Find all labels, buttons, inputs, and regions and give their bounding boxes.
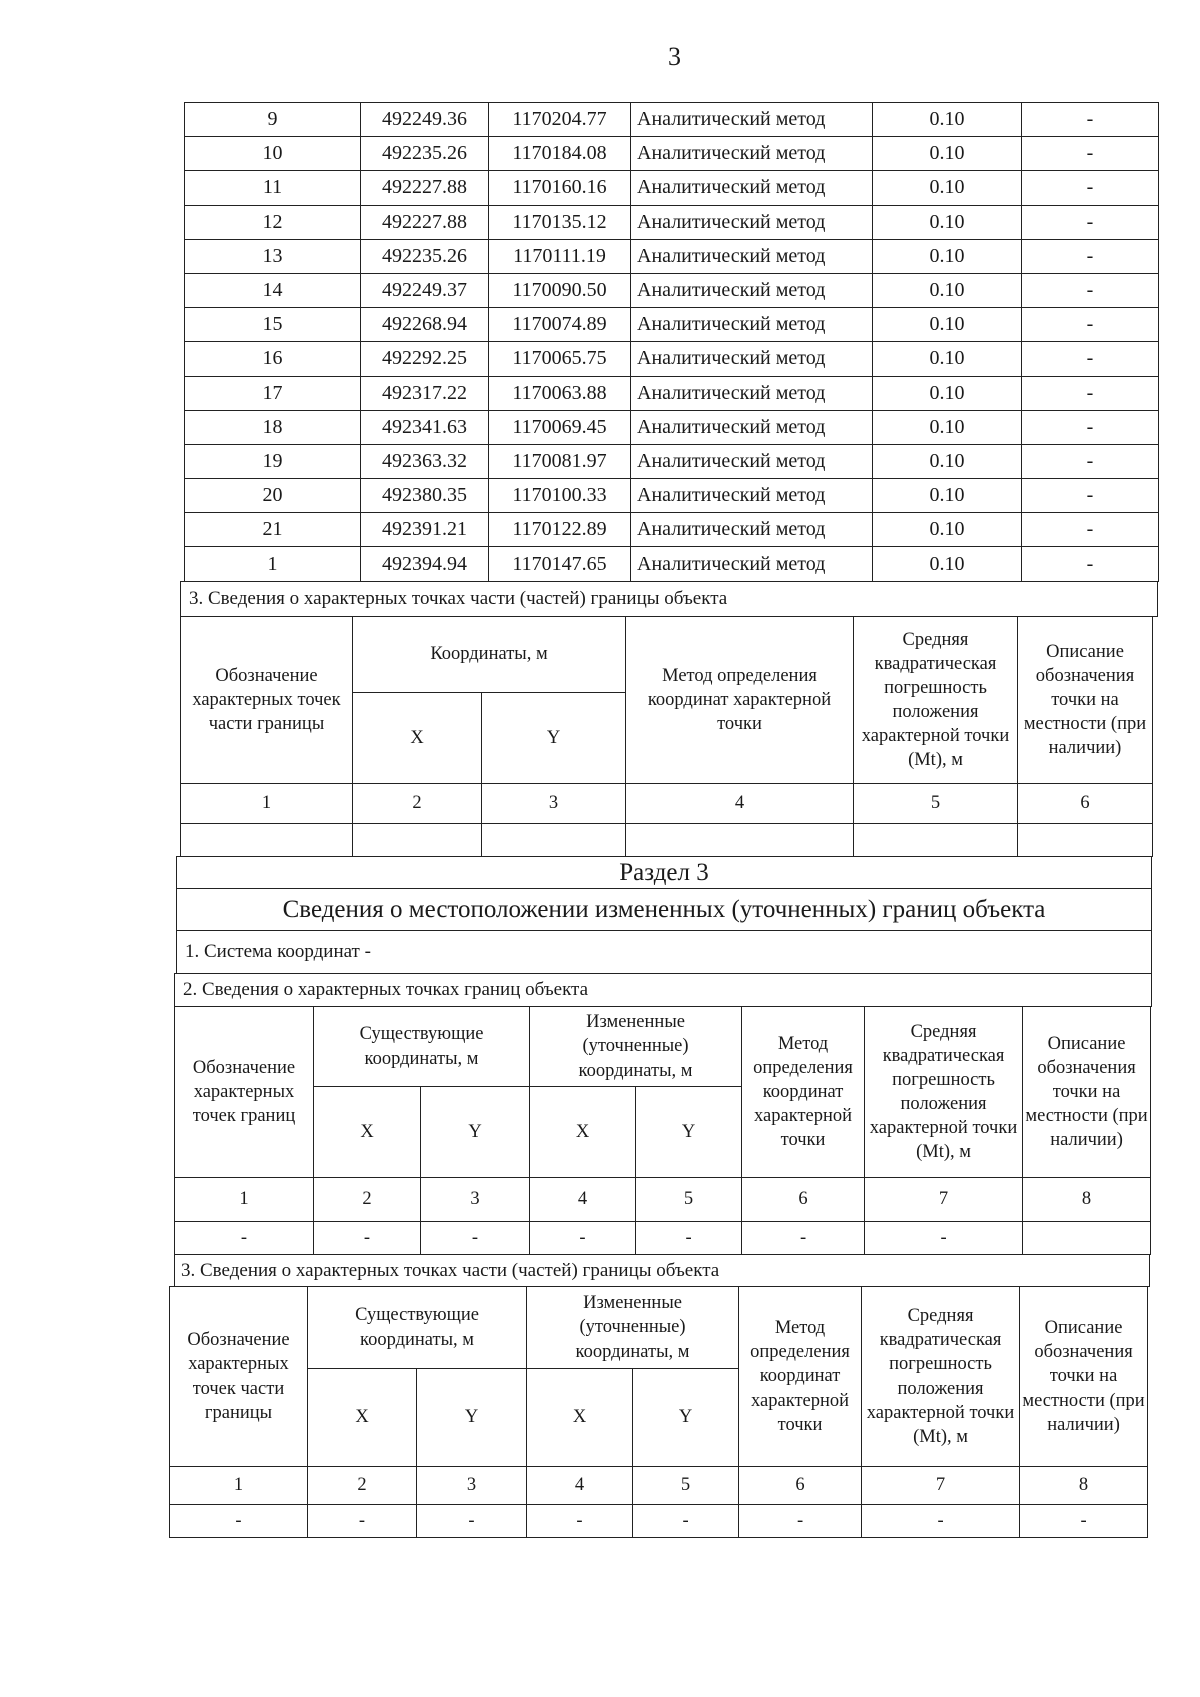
description: - xyxy=(1022,205,1159,239)
point-number: 12 xyxy=(185,205,361,239)
header-method: Метод определения координат характерной точки xyxy=(742,1007,865,1178)
description: - xyxy=(1022,376,1159,410)
description: - xyxy=(1022,171,1159,205)
column-number: 4 xyxy=(530,1178,636,1222)
table-cell: - xyxy=(314,1222,421,1255)
column-number: 5 xyxy=(633,1467,739,1505)
coord-y: 1170074.89 xyxy=(489,308,631,342)
column-number: 7 xyxy=(865,1178,1023,1222)
header-y: Y xyxy=(417,1369,527,1467)
table-cell: - xyxy=(636,1222,742,1255)
point-number: 11 xyxy=(185,171,361,205)
error: 0.10 xyxy=(873,513,1022,547)
boundary-points-table xyxy=(184,102,1159,582)
table-row xyxy=(185,273,1159,307)
coord-y: 1170069.45 xyxy=(489,410,631,444)
header-description: Описание обозначения точки на местности (при наличии) xyxy=(1018,617,1153,784)
error: 0.10 xyxy=(873,479,1022,513)
table-cell: - xyxy=(862,1505,1020,1538)
coord-x: 492249.37 xyxy=(361,273,489,307)
coord-y: 1170081.97 xyxy=(489,444,631,478)
table-cell: - xyxy=(175,1222,314,1255)
error: 0.10 xyxy=(873,239,1022,273)
coord-x: 492249.36 xyxy=(361,103,489,137)
description: - xyxy=(1022,239,1159,273)
description: - xyxy=(1022,513,1159,547)
method: Аналитический метод xyxy=(631,410,873,444)
point-number: 1 xyxy=(185,547,361,581)
description: - xyxy=(1022,137,1159,171)
coord-x: 492363.32 xyxy=(361,444,489,478)
point-number: 21 xyxy=(185,513,361,547)
header-x: X xyxy=(314,1087,421,1178)
header-description: Описание обозначения точки на местности (при наличии) xyxy=(1020,1287,1148,1467)
column-number: 1 xyxy=(170,1467,308,1505)
coord-y: 1170135.12 xyxy=(489,205,631,239)
coord-y: 1170147.65 xyxy=(489,547,631,581)
header-y: Y xyxy=(421,1087,530,1178)
point-number: 10 xyxy=(185,137,361,171)
table-row xyxy=(185,103,1159,137)
changed-part-points-table xyxy=(169,1286,1148,1538)
error: 0.10 xyxy=(873,444,1022,478)
header-y: Y xyxy=(482,693,626,784)
column-number: 2 xyxy=(308,1467,417,1505)
point-number: 16 xyxy=(185,342,361,376)
error: 0.10 xyxy=(873,547,1022,581)
coord-x: 492341.63 xyxy=(361,410,489,444)
table-cell: - xyxy=(742,1222,865,1255)
table-row xyxy=(185,239,1159,273)
coord-x: 492317.22 xyxy=(361,376,489,410)
point-number: 19 xyxy=(185,444,361,478)
header-coords: Координаты, м xyxy=(353,617,626,693)
column-number: 7 xyxy=(862,1467,1020,1505)
description: - xyxy=(1022,273,1159,307)
coord-x: 492227.88 xyxy=(361,171,489,205)
part-points-table xyxy=(180,616,1153,857)
description: - xyxy=(1022,342,1159,376)
table-cell: - xyxy=(633,1505,739,1538)
header-changed: Измененные (уточненные) координаты, м xyxy=(530,1007,742,1087)
method: Аналитический метод xyxy=(631,308,873,342)
column-number: 6 xyxy=(1018,784,1153,824)
header-designation: Обозначение характерных точек границ xyxy=(175,1007,314,1178)
coord-x: 492227.88 xyxy=(361,205,489,239)
header-designation: Обозначение характерных точек части границы xyxy=(181,617,353,784)
column-number: 3 xyxy=(482,784,626,824)
method: Аналитический метод xyxy=(631,205,873,239)
point-number: 14 xyxy=(185,273,361,307)
error: 0.10 xyxy=(873,273,1022,307)
header-method: Метод определения координат характерной точки xyxy=(739,1287,862,1467)
header-designation: Обозначение характерных точек части границы xyxy=(170,1287,308,1467)
method: Аналитический метод xyxy=(631,273,873,307)
table-cell: - xyxy=(739,1505,862,1538)
header-y: Y xyxy=(636,1087,742,1178)
error: 0.10 xyxy=(873,342,1022,376)
table-row xyxy=(185,308,1159,342)
table-cell: - xyxy=(1020,1505,1148,1538)
table-row xyxy=(185,376,1159,410)
coord-x: 492268.94 xyxy=(361,308,489,342)
coord-y: 1170111.19 xyxy=(489,239,631,273)
coord-y: 1170122.89 xyxy=(489,513,631,547)
table-cell: - xyxy=(170,1505,308,1538)
method: Аналитический метод xyxy=(631,376,873,410)
description: - xyxy=(1022,410,1159,444)
method: Аналитический метод xyxy=(631,547,873,581)
column-number: 1 xyxy=(175,1178,314,1222)
header-changed: Измененные (уточненные) координаты, м xyxy=(527,1287,739,1369)
column-number: 5 xyxy=(636,1178,742,1222)
method: Аналитический метод xyxy=(631,479,873,513)
coord-x: 492292.25 xyxy=(361,342,489,376)
coord-x: 492235.26 xyxy=(361,137,489,171)
changed-points-table xyxy=(174,1006,1151,1255)
header-y: Y xyxy=(633,1369,739,1467)
error: 0.10 xyxy=(873,410,1022,444)
error: 0.10 xyxy=(873,205,1022,239)
column-number: 5 xyxy=(854,784,1018,824)
coord-x: 492380.35 xyxy=(361,479,489,513)
table-row xyxy=(185,342,1159,376)
header-x: X xyxy=(353,693,482,784)
method: Аналитический метод xyxy=(631,342,873,376)
table-cell: - xyxy=(527,1505,633,1538)
coord-x: 492391.21 xyxy=(361,513,489,547)
point-number: 9 xyxy=(185,103,361,137)
header-existing: Существующие координаты, м xyxy=(308,1287,527,1369)
table-cell xyxy=(1023,1222,1151,1255)
error: 0.10 xyxy=(873,103,1022,137)
header-x: X xyxy=(530,1087,636,1178)
header-description: Описание обозначения точки на местности (при наличии) xyxy=(1023,1007,1151,1178)
point-number: 13 xyxy=(185,239,361,273)
error: 0.10 xyxy=(873,171,1022,205)
table-row xyxy=(185,205,1159,239)
method: Аналитический метод xyxy=(631,444,873,478)
coord-x: 492235.26 xyxy=(361,239,489,273)
method: Аналитический метод xyxy=(631,103,873,137)
column-number: 6 xyxy=(739,1467,862,1505)
table-row xyxy=(185,513,1159,547)
coord-y: 1170065.75 xyxy=(489,342,631,376)
header-error: Средняя квадратическая погрешность положения характерной точки (Mt), м xyxy=(862,1287,1020,1467)
header-existing: Существующие координаты, м xyxy=(314,1007,530,1087)
point-number: 15 xyxy=(185,308,361,342)
column-number: 3 xyxy=(417,1467,527,1505)
point-number: 17 xyxy=(185,376,361,410)
table-row xyxy=(185,444,1159,478)
table-row xyxy=(185,137,1159,171)
table-row xyxy=(185,171,1159,205)
column-number: 2 xyxy=(314,1178,421,1222)
error: 0.10 xyxy=(873,137,1022,171)
method: Аналитический метод xyxy=(631,171,873,205)
point-number: 18 xyxy=(185,410,361,444)
description: - xyxy=(1022,479,1159,513)
coord-y: 1170090.50 xyxy=(489,273,631,307)
header-x: X xyxy=(527,1369,633,1467)
coord-system: 1. Система координат - xyxy=(176,930,1152,974)
coord-y: 1170184.08 xyxy=(489,137,631,171)
method: Аналитический метод xyxy=(631,513,873,547)
description: - xyxy=(1022,444,1159,478)
method: Аналитический метод xyxy=(631,239,873,273)
points-title: 2. Сведения о характерных точках границ объекта xyxy=(174,973,1152,1007)
error: 0.10 xyxy=(873,308,1022,342)
header-x: X xyxy=(308,1369,417,1467)
table-row xyxy=(185,410,1159,444)
part-points-title: 3. Сведения о характерных точках части (частей) границы объекта xyxy=(180,581,1158,617)
coord-y: 1170204.77 xyxy=(489,103,631,137)
error: 0.10 xyxy=(873,376,1022,410)
section-title: Сведения о местоположении измененных (уточненных) границ объекта xyxy=(176,888,1152,931)
method: Аналитический метод xyxy=(631,137,873,171)
description: - xyxy=(1022,547,1159,581)
column-number: 3 xyxy=(421,1178,530,1222)
table-row xyxy=(185,479,1159,513)
description: - xyxy=(1022,103,1159,137)
section-heading: Раздел 3 xyxy=(176,856,1152,889)
column-number: 8 xyxy=(1023,1178,1151,1222)
table-cell: - xyxy=(421,1222,530,1255)
coord-x: 492394.94 xyxy=(361,547,489,581)
coord-y: 1170063.88 xyxy=(489,376,631,410)
table-cell: - xyxy=(530,1222,636,1255)
table-cell: - xyxy=(417,1505,527,1538)
column-number: 4 xyxy=(626,784,854,824)
table-row xyxy=(185,547,1159,581)
header-error: Средняя квадратическая погрешность положения характерной точки (Mt), м xyxy=(865,1007,1023,1178)
column-number: 2 xyxy=(353,784,482,824)
column-number: 8 xyxy=(1020,1467,1148,1505)
column-number: 4 xyxy=(527,1467,633,1505)
description: - xyxy=(1022,308,1159,342)
table-cell: - xyxy=(865,1222,1023,1255)
coord-y: 1170160.16 xyxy=(489,171,631,205)
column-number: 1 xyxy=(181,784,353,824)
table-cell: - xyxy=(308,1505,417,1538)
coord-y: 1170100.33 xyxy=(489,479,631,513)
part-points-title-2: 3. Сведения о характерных точках части (частей) границы объекта xyxy=(174,1254,1150,1287)
header-method: Метод определения координат характерной точки xyxy=(626,617,854,784)
point-number: 20 xyxy=(185,479,361,513)
column-number: 6 xyxy=(742,1178,865,1222)
page-number: 3 xyxy=(668,42,681,71)
header-error: Средняя квадратическая погрешность положения характерной точки (Mt), м xyxy=(854,617,1018,784)
